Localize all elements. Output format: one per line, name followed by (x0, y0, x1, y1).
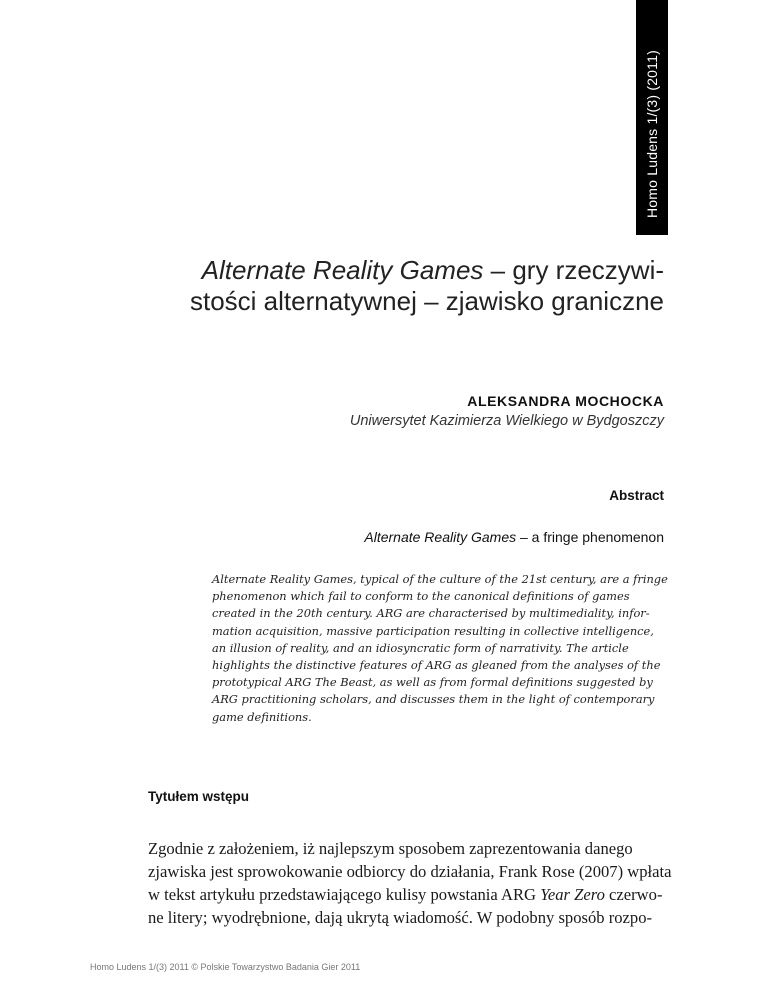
abstract-line: phenomenon which fail to conform to the canonical definitions of games (212, 589, 630, 604)
abstract-heading: Abstract (609, 488, 664, 503)
title-line1-rest: – gry rzeczywi- (483, 255, 664, 285)
abstract-subtitle-italic: Alternate Reality Games (364, 529, 517, 545)
abstract-line: an illusion of reality, and an idiosyncratic form of narrativity. The article (212, 640, 629, 655)
title-italic-part: Alternate Reality Games (201, 255, 484, 285)
page-footer: Homo Ludens 1/(3) 2011 © Polskie Towarzystwo Badania Gier 2011 (90, 962, 361, 972)
abstract-text (212, 571, 668, 726)
body-line (148, 883, 668, 906)
author-name: ALEKSANDRA MOCHOCKA (467, 393, 664, 409)
author-affiliation: Uniwersytet Kazimierza Wielkiego w Bydgoszczy (349, 413, 664, 429)
body-line3-before: w tekst artykułu przedstawiającego kulisy powstania ARG (148, 885, 541, 904)
body-line: Zgodnie z założeniem, iż najlepszym sposobem zaprezentowania danego (148, 839, 633, 858)
abstract-line: game definitions. (212, 709, 312, 724)
abstract-line: prototypical ARG The Beast, as well as from formal definitions suggested by (212, 675, 653, 690)
abstract-line: highlights the distinctive features of ARG as gleaned from the analyses of the (212, 658, 661, 673)
abstract-subtitle (364, 529, 664, 545)
journal-issue-label: Homo Ludens 1/(3) (2011) (644, 50, 660, 218)
abstract-subtitle-rest: – a fringe phenomenon (516, 529, 664, 545)
article-title (104, 255, 664, 317)
title-line2: stości alternatywnej – zjawisko graniczne (190, 286, 664, 316)
abstract-line: Alternate Reality Games, typical of the culture of the 21st century, are a fringe (212, 572, 668, 586)
journal-side-tab (636, 0, 668, 235)
body-line: zjawiska jest sprowokowanie odbiorcy do działania, Frank Rose (2007) wpłata (148, 862, 672, 881)
body-paragraph (148, 837, 672, 929)
body-line3-after: czerwo- (604, 885, 663, 904)
abstract-line: mation acquisition, massive participation resulting in collective intelligence, (212, 623, 654, 638)
year-zero-title: Year Zero (540, 885, 605, 904)
abstract-line: created in the 20th century. ARG are characterised by multimediality, infor- (212, 606, 650, 621)
abstract-line: ARG practitioning scholars, and discusses them in the light of contemporary (212, 692, 655, 707)
section-heading: Tytułem wstępu (148, 789, 250, 804)
body-line: ne litery; wyodrębnione, dają ukrytą wiadomość. W podobny sposób rozpo- (148, 908, 653, 927)
